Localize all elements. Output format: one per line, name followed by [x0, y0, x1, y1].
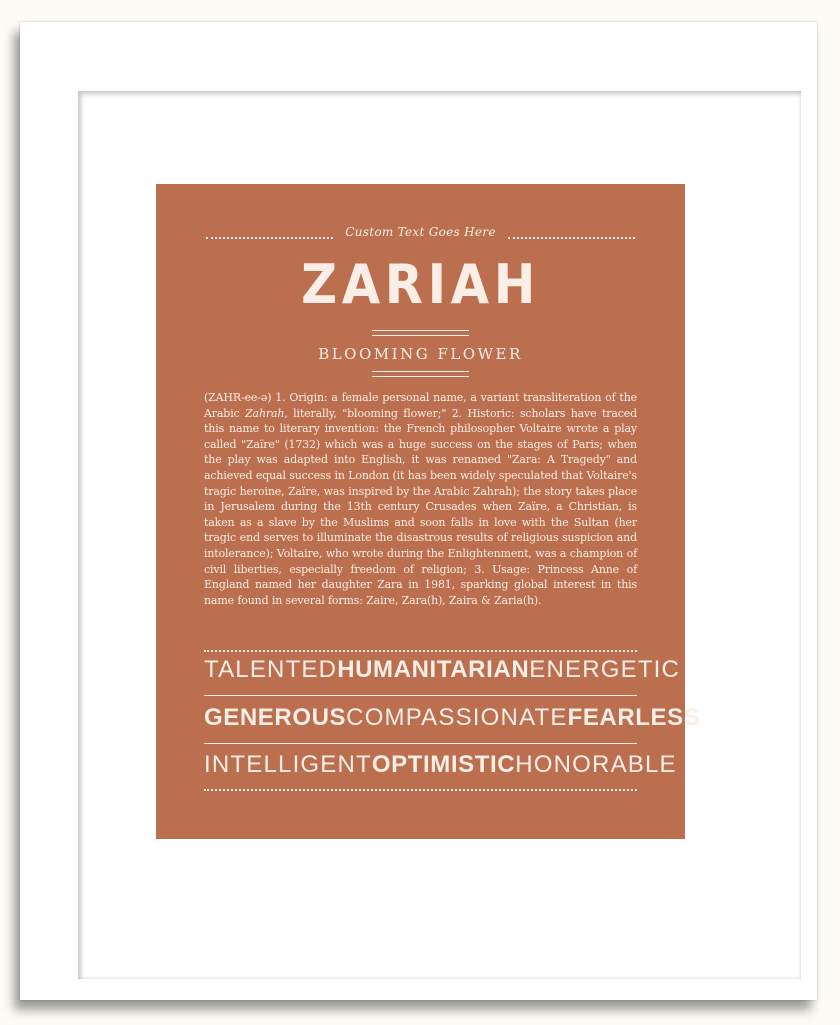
trait: ENERGETIC	[529, 656, 681, 683]
name-art-print	[156, 184, 701, 839]
name-title: ZARIAH	[301, 253, 540, 316]
definition-rest: , literally, "blooming flower;" 2. Historic: scholars have traced this name to literary invention: the French philosopher Voltaire wrote a play called "Zaïre" (1732) which was a huge success on the stages of Paris; when the play was adapted into English, it was renamed "Zara: A Tragedy" and achieved equal success in London (it has been widely speculated that Voltaire's tragic heroine, Zaïre, was inspired by the Arabic Zahrah); the story takes place in Jerusalem during the 13th century Crusades when Zaïre, a Christian, is taken as a slave by the Muslims and soon falls in love with the Sultan (her tragic end serves to illuminate the disastrous results of religious suspicion and intolerance); Voltaire, who wrote during the Enlightenment, was a champion of civil liberties, especially freedom of religion; 3. Usage: Princess Anne of England named her daughter Zara in 1981, sparking global interest in this name found in several forms: Zaire, Zara(h), Zaira & Zaria(h).	[204, 406, 637, 607]
trait-row-1	[204, 656, 681, 684]
name-underline-upper	[372, 330, 469, 331]
traits-top-dotted-rule	[204, 650, 637, 652]
name-definition	[204, 390, 637, 608]
custom-text: Custom Text Goes Here	[345, 225, 496, 239]
meaning-underline-upper	[372, 371, 469, 372]
traits-bottom-dotted-rule	[204, 789, 637, 791]
name-underline-lower	[372, 335, 469, 336]
trait-divider-1	[204, 695, 637, 696]
trait: INTELLIGENT	[204, 751, 372, 778]
trait: TALENTED	[204, 656, 338, 683]
trait-divider-2	[204, 743, 637, 744]
trait: HUMANITARIAN	[337, 656, 530, 683]
trait: COMPASSIONATE	[346, 704, 568, 731]
trait: FEARLESS	[567, 704, 701, 731]
meaning-underline-lower	[372, 376, 469, 377]
name-meaning: BLOOMING FLOWER	[318, 345, 523, 363]
definition-emphasis: Zahrah	[245, 406, 285, 420]
trait: GENEROUS	[204, 704, 347, 731]
trait-row-2	[204, 704, 701, 732]
trait-row-3	[204, 751, 677, 779]
trait: OPTIMISTIC	[371, 751, 516, 778]
definition-lead: (ZAHR-ee-ə) 1. Origin: a female personal name, a variant transliteration of the Arabic	[204, 391, 637, 420]
trait: HONORABLE	[515, 751, 677, 778]
